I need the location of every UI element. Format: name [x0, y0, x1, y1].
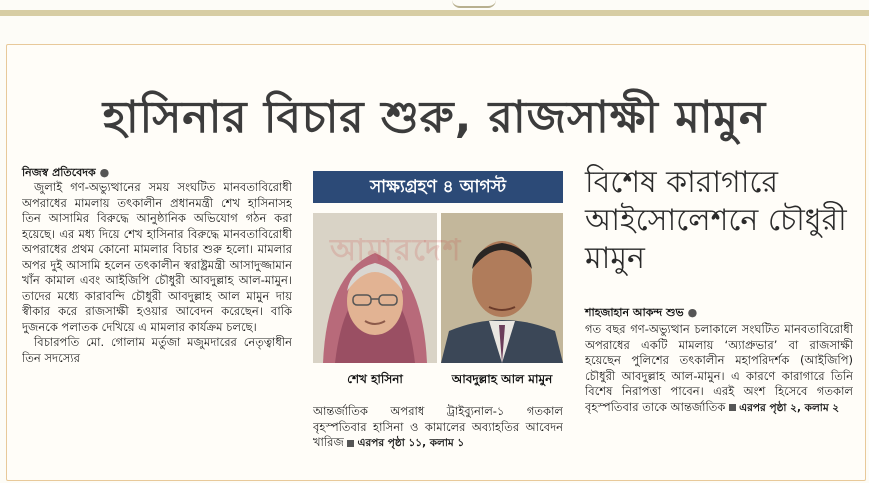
bullet-icon: ●	[687, 306, 698, 319]
middle-body: আন্তর্জাতিক অপরাধ ট্রাইব্যুনাল-১ গতকাল বৃহস্পতিবার হাসিনা ও কামালের অব্যাহতির আবেদন খারিজ	[313, 404, 563, 449]
date-ribbon: সাক্ষ্যগ্রহণ ৪ আগস্ট	[313, 171, 563, 203]
masthead-ornament	[452, 0, 496, 8]
secondary-headline: বিশেষ কারাগারে আইসোলেশনে চৌধুরী মামুন	[585, 165, 847, 276]
caption-hasina: শেখ হাসিনা	[347, 372, 403, 386]
continued-link-right[interactable]	[729, 402, 839, 414]
watermark: আমারদেশ	[330, 233, 463, 268]
caption-mamun: আবদুল্লাহ আল মামুন	[451, 372, 553, 386]
main-headline: হাসিনার বিচার শুরু, রাজসাক্ষী মামুন	[102, 92, 767, 143]
left-byline-text: নিজস্ব প্রতিবেদক	[22, 166, 96, 179]
continued-text: এরপর পৃষ্ঠা ২, কলাম ২	[739, 401, 840, 414]
left-paragraph-1: জুলাই গণ-অভ্যুত্থানের সময় সংঘটিত মানবতাবিরোধী অপরাধের মামলায় তৎকালীন প্রধানমন্ত্রী শেখ হাসিনাসহ তিন আসামির বিরুদ্ধে আনুষ্ঠানিক অভিযোগ গঠন করা হয়েছে। এর মধ্য দিয়ে শেখ হাসিনার বিরুদ্ধে মানবতাবিরোধী অপরাধের প্রথম কোনো মামলার বিচার শুরু হলো। মামলার অপর দুই আসামি হলেন তৎকালীন স্বরাষ্ট্রমন্ত্রী আসাদুজ্জামান খাঁন কামাল এবং আইজিপি চৌধুরী আবদুল্লাহ আল-মামুন। তাদের মধ্যে কারাবন্দি চৌধুরী আবদুল্লাহ আল মামুন দায় স্বীকার করে রাজসাক্ষী হওয়ার আবেদন করেছেন। বাকি দুজনকে পলাতক দেখিয়ে এ মামলার কার্যক্রম চলছে।	[22, 180, 292, 334]
right-byline-text: শাহজাহান আকন্দ শুভ	[585, 306, 684, 319]
middle-column	[313, 404, 563, 460]
top-rule	[0, 10, 869, 16]
bullet-icon: ●	[99, 166, 110, 179]
continued-text: এরপর পৃষ্ঠা ১১, কলাম ১	[357, 437, 465, 449]
square-bullet-icon	[729, 404, 736, 411]
left-column	[22, 180, 292, 460]
square-bullet-icon	[347, 440, 354, 447]
right-byline	[585, 304, 697, 323]
continued-link-middle[interactable]	[347, 437, 464, 449]
left-paragraph-2: বিচারপতি মো. গোলাম মর্তুজা মজুমদারের নেতৃত্বাধীন তিন সদস্যের	[22, 335, 292, 365]
right-body: গত বছর গণ-অভ্যুত্থান চলাকালে সংঘটিত মানবতাবিরোধী অপরাধের একটি মামলায় ‘অ্যাপ্রুভার’ বা রাজসাক্ষী হয়েছেন পুলিশের তৎকালীন মহাপরিদর্শক (আইজিপি) চৌধুরী আবদুল্লাহ আল-মামুন। এ কারণে কারাগারে তিনি বিশেষ নিরাপত্তা পাবেন। এরই অংশ হিসেবে গতকাল বৃহস্পতিবার তাকে আন্তর্জাতিক	[585, 322, 853, 414]
right-column	[585, 322, 853, 462]
